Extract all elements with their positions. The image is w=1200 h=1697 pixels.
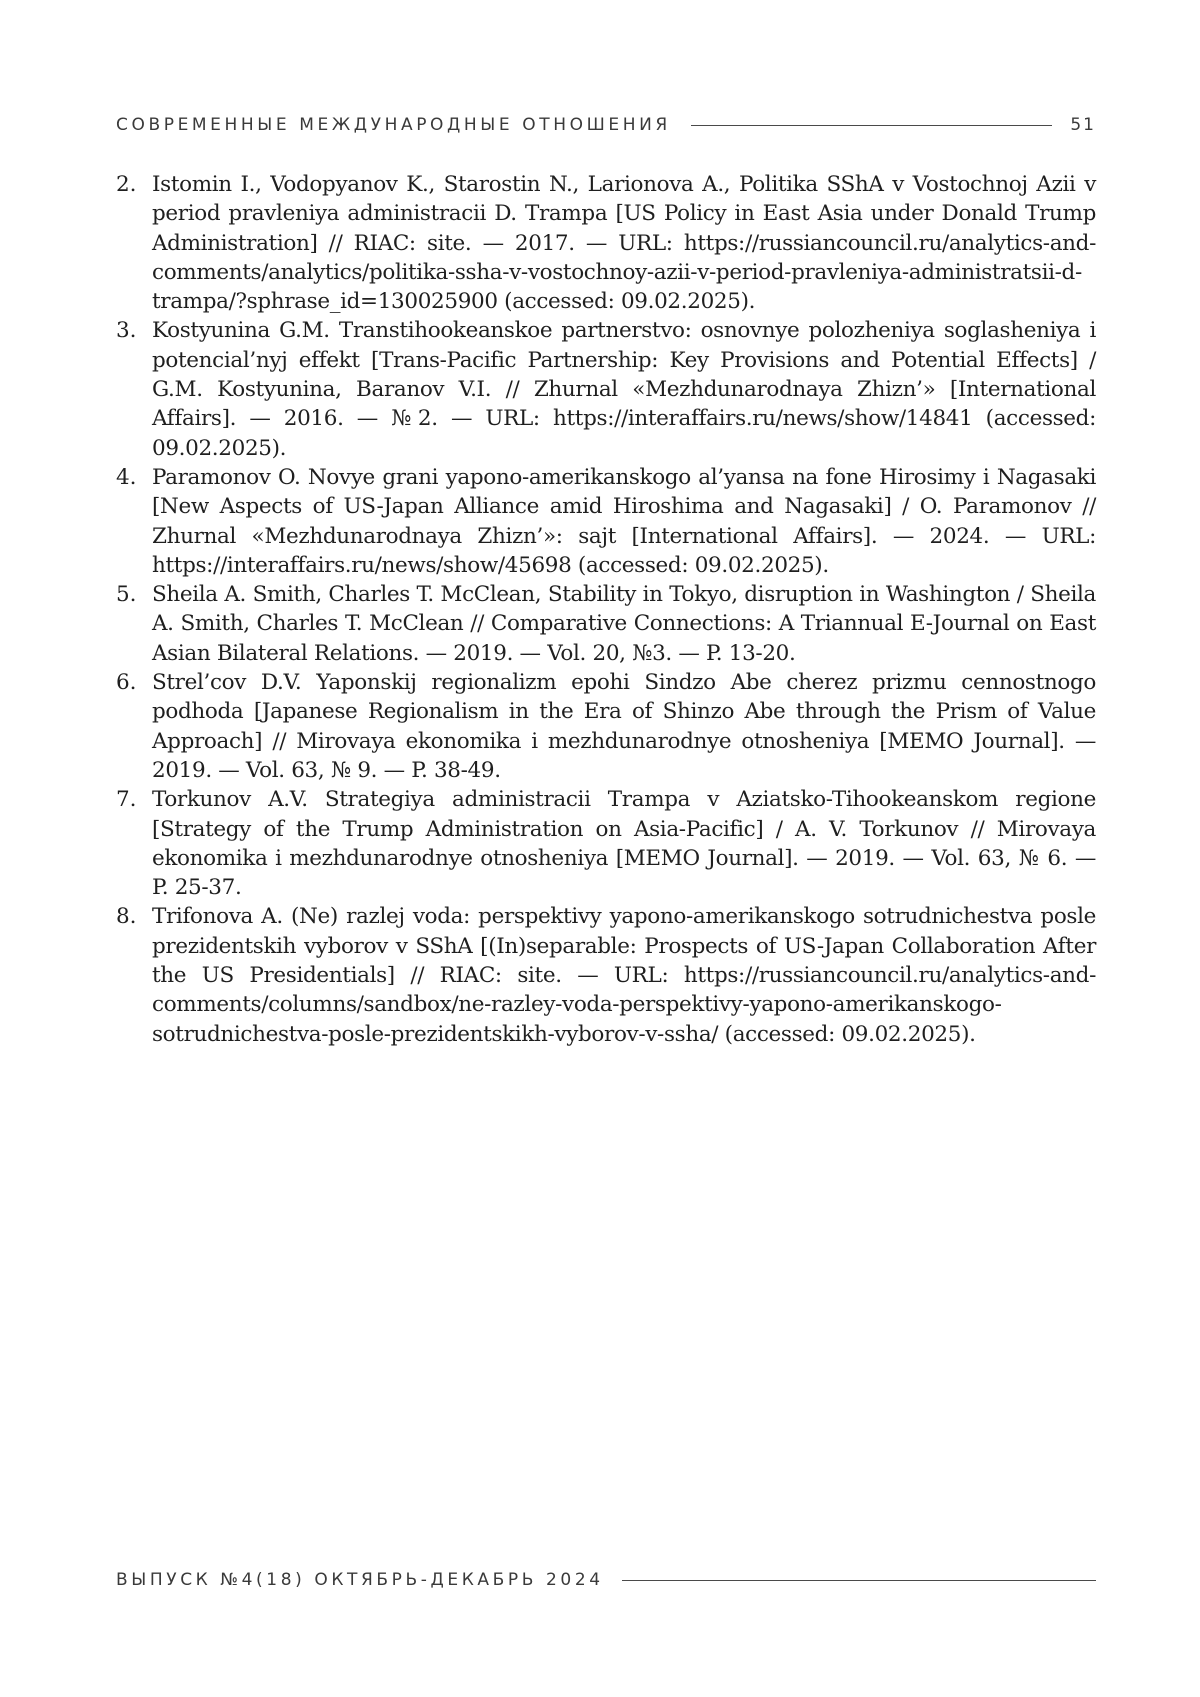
reference-number: 7. [116,787,137,813]
reference-item-2 [116,170,1096,316]
reference-number: 8. [116,904,137,930]
page-header [116,112,1096,138]
page-number: 51 [1070,115,1096,135]
reference-text: Paramonov O. Novye grani yapono-amerikanskogo al’yansa na fone Hirosimy i Nagasaki [New Aspects of US-Japan Alliance amid Hiroshima and Nagasaki] / O. Paramonov // Zhurnal «Mezhdunarodnaya Zhizn’»: sajt [International Affairs]. — 2024. — URL: https://interaffairs.ru/news/show/45698 (accessed: 09.02.2025). [152,464,1096,578]
reference-text: Sheila A. Smith, Charles T. McClean, Stability in Tokyo, disruption in Washington / Sheila A. Smith, Charles T. McClean // Comparative Connections: A Triannual E-Journal on East Asian Bilateral Relations. — 2019. — Vol. 20, №3. — P. 13-20. [152,582,1096,666]
footer-rule [622,1580,1096,1581]
header-rule [691,125,1053,126]
reference-text: Strel’cov D.V. Yaponskij regionalizm epohi Sindzo Abe cherez prizmu cennostnogo podhoda [Japanese Regionalism in the Era of Shinzo Abe through the Prism of Value Approach] // Mirovaya ekonomika i mezhdunarodnye otnosheniya [MEMO Journal]. — 2019. — Vol. 63, № 9. — P. 38-49. [152,670,1096,783]
reference-number: 4. [116,464,137,490]
reference-number: 3. [116,318,137,344]
reference-item-6 [116,668,1096,785]
reference-number: 2. [116,172,137,197]
reference-text: Trifonova A. (Ne) razlej voda: perspektivy yapono-amerikanskogo sotrudnichestva posle prezidentskih vyborov v SShA [(In)separable: Prospects of US-Japan Collaboration After the US Presidentials] // RIAC: site. — URL: https://russiancouncil.ru/analytics-and-comments/columns/sandbox/ne-razley-voda-perspektivy-yapono-amerikanskogo-sotrudnichestva-posle-prezidentskikh-vyborov-v-ssha/ (accessed: 09.02.2025). [152,904,1096,1047]
journal-title: СОВРЕМЕННЫЕ МЕЖДУНАРОДНЫЕ ОТНОШЕНИЯ [116,115,671,135]
reference-list [116,170,1096,1049]
reference-item-5 [116,580,1096,668]
reference-item-8 [116,902,1096,1048]
reference-number: 5. [116,582,137,608]
reference-number: 6. [116,670,137,696]
reference-text: Torkunov A.V. Strategiya administracii Trampa v Aziatsko-Tihookeanskom regione [Strategy of the Trump Administration on Asia-Pacific] / A. V. Torkunov // Mirovaya ekonomika i mezhdunarodnye otnosheniya [MEMO Journal]. — 2019. — Vol. 63, № 6. — P. 25-37. [152,787,1096,901]
reference-item-3 [116,316,1096,462]
reference-item-7 [116,785,1096,902]
issue-label: ВЫПУСК №4(18) ОКТЯБРЬ-ДЕКАБРЬ 2024 [116,1570,604,1590]
page-footer [116,1567,1096,1593]
reference-text: Kostyunina G.M. Transtihookeanskoe partnerstvo: osnovnye polozheniya soglasheniya i potencial’nyj effekt [Trans-Pacific Partnership: Key Provisions and Potential Effects] / G.M. Kostyunina, Baranov V.I. // Zhurnal «Mezhdunarodnaya Zhizn’» [International Affairs]. — 2016. — №2. — URL: https://interaffairs.ru/news/show/14841 (accessed: 09.02.2025). [152,318,1096,461]
reference-item-4 [116,463,1096,580]
reference-text: Istomin I., Vodopyanov K., Starostin N., Larionova A., Politika SShA v Vostochnoj Azii v period pravleniya administracii D. Trampa [US Policy in East Asia under Donald Trump Administration] // RIAC: site. — 2017. — URL: https://russiancouncil.ru/analytics-and-comments/analytics/politika-ssha-v-vostochnoy-azii-v-period-pravleniya-administratsii-d-trampa/?sphrase_id=130025900 (accessed: 09.02.2025). [152,172,1096,315]
